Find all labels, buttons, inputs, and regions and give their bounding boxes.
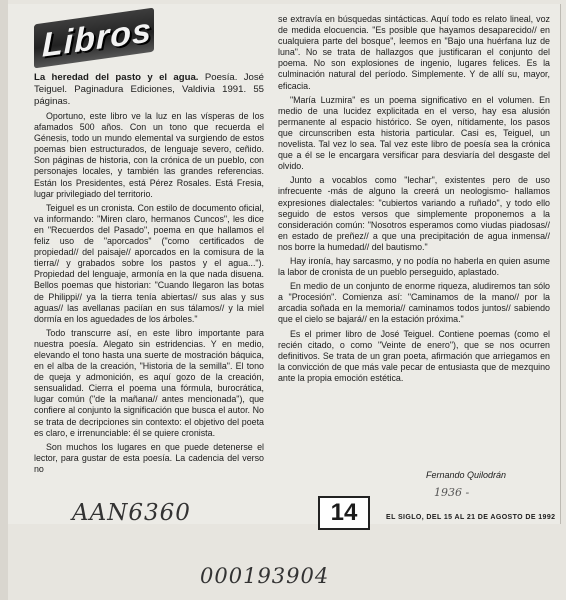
left-paragraph: Son muchos los lugares en que puede detenerse el lector, para gustar de esta poesía. La cadencia del verso no [34, 441, 264, 474]
author-signature: Fernando Quilodrán [426, 470, 507, 480]
left-column [34, 72, 264, 478]
left-paragraph: Teiguel es un cronista. Con estilo de documento oficial, va informando: "Miren claro, hermanos Cuncos", les dice en "Recuerdos del Pasado", poema en que hallamos el feliz uso de "aporcados" ("como certificados de propiedad// del paisaje// aporcados en la comisura de la tierra// y grabados sobre los pastos y el agua..."). Propiedad del lenguaje, armonía en la que nada disuena. Bellos poemas que historian: "Cuando llegaron las botas de Philippi// ya la tierra tenía abiertas// sus alas y sus aguas// las avellanas paciían en sus tálamos// y la miel dormía en los aguedades de los árboles." [34, 202, 264, 324]
page-number: 14 [318, 496, 370, 530]
publication-footer: EL SIGLO, DEL 15 AL 21 DE AGOSTO DE 1992 [386, 514, 556, 521]
book-info [34, 72, 264, 108]
left-paragraph: Oportuno, este libro ve la luz en las vísperas de los afamados 500 años. Con un tono que recuerda el Génesis, todo un mundo elemental va surgiendo de estos poemas bien estructurados, de lenguaje severo, ceñido. Son páginas de historia, con la crónica de un pueblo, con personajes locales, y también las grandes referencias. Están los Presidentes, está Pérez Rosales. Está Fresia, lugar privilegiado del territorio. [34, 111, 264, 199]
scan-edge [0, 0, 8, 600]
right-paragraph: Hay ironía, hay sarcasmo, y no podía no haberla en quien asume la labor de cronista de un pueblo perseguido, aplastado. [278, 255, 550, 278]
book-title: La heredad del pasto y el agua. [34, 72, 199, 83]
book-details: Poesía. José Teiguel. Paginadura Ediciones, Valdivia 1991. 55 páginas. [34, 72, 264, 107]
handwritten-code: AAN6360 [72, 500, 191, 526]
right-paragraph: "María Luzmira" es un poema significativo en el volumen. En medio de una lucidez explicitada en el verso, hay esa alusión permanente al espacio histórico. Se oyen, nítidamente, los pasos que circunscriben esta historia particular. Casi es, Teiguel, un novelista. Tal vez lo sea. Tal vez este libro de poesía sea la crónica que a él se le encargara versificar para desviaría del desgaste del olvido. [278, 94, 550, 172]
right-paragraph: se extravía en búsquedas sintácticas. Aquí todo es relato lineal, voz de medida elocuencia. "Es posible que hayamos desaparecido// en cualquiera parte del bosque", leemos en "Bajo una huérfana luz de luna". No se trata de hallazgos que justificaran el conjunto del poema. No son explosiones de ingenio, lugares felices. Es la culminación natural del período. Simplemente. Y de allí su, mayor, eficacia. [278, 14, 550, 91]
right-paragraph: Junto a vocablos como "lechar", existentes pero de uso infrecuente -más de alguno la creerá un neologismo- hallamos expresiones dialectales: "cubiertos variando a ruñado", y todo ello seguido de estos versos que simplemente proponemos a la consideración común: "Nosotros esperamos como viudas piadosas// en estado de preñez// a que una precipitación de agua inmensa// nos borre la humedad// del bautismo." [278, 175, 550, 252]
handwritten-year: 1936 - [434, 486, 470, 499]
right-paragraph: En medio de un conjunto de enorme riqueza, aludiremos tan sólo a "Procesión". Comienza así: "Caminamos de la mano// por la arcadia soñada en la memoria// caminamos todos juntos// sabiendo que el cielo se bajará// en la estación próxima." [278, 281, 550, 325]
newspaper-clipping [8, 4, 561, 524]
handwritten-archive-number: 000193904 [200, 564, 330, 588]
right-paragraph: Es el primer libro de José Teiguel. Contiene poemas (como el recién citado, o como "Veinte de enero"), que se nos ocurren definitivos. Se trata de un gran poeta, afirmación que arriegamos en la convicción de que más vale pecar de entusiasta que de mezquino ante la propia emoción estética. [278, 328, 550, 383]
section-title: Libros [42, 11, 152, 65]
right-column [278, 14, 550, 387]
left-paragraph: Todo transcurre así, en este libro importante para nuestra poesía. Alegato sin estridencias. Y en medio, elevando el tono hasta una suerte de mostración báquica, en el alba de la creación, "Historia de la semilla". El tono de queja y admonición, es aquí gozo de la creación, sensualidad. Cierra el poema una fórmula, burocrática, lugar común ("de la mañana// antes mencionada"), que confiere al conjunto la significación que busca el autor. No se trata de decripciones sin contexto: el objetivo del poeta es claro, e irrenunciable: él se quiere cronista. [34, 327, 264, 438]
